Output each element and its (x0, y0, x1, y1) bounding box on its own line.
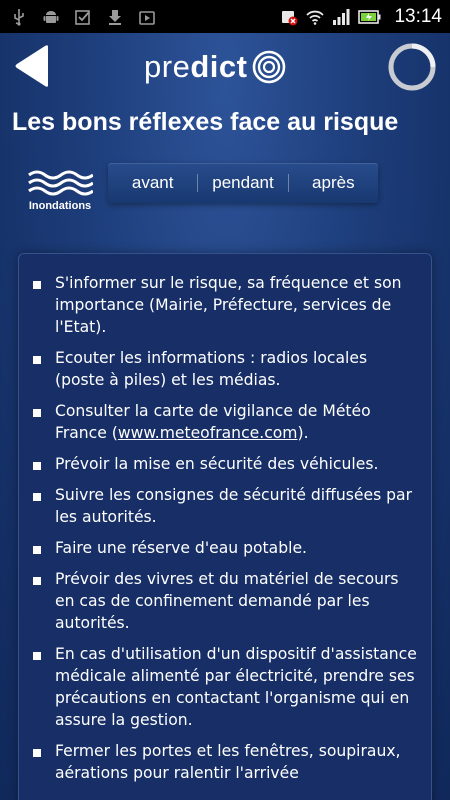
refresh-spinner-icon[interactable] (386, 41, 438, 93)
target-icon (252, 50, 286, 84)
category-label: Inondations (28, 200, 92, 212)
list-item (31, 347, 421, 391)
bullet-icon (33, 493, 41, 501)
meteofrance-link[interactable]: www.meteofrance.com (117, 424, 298, 442)
checkbox-icon (74, 8, 92, 26)
clock: 13:14 (394, 5, 442, 27)
list-item-text: Ecouter les informations : radios locales (poste à piles) et les médias. (55, 349, 368, 389)
play-store-icon (138, 8, 156, 26)
bullet-icon (33, 281, 41, 289)
tab-pendant[interactable]: pendant (212, 173, 274, 192)
category-inondations[interactable] (24, 168, 96, 212)
list-item-text: S'informer sur le risque, sa fréquence et son importance (Mairie, Préfecture, services de l'Etat). (55, 274, 402, 336)
app-bar (0, 33, 450, 100)
back-arrow-icon[interactable] (12, 43, 52, 89)
list-item-text: En cas d'utilisation d'un dispositif d'assistance médicale alimenté par électricité, prendre ses précautions en contactant l'organisme qui en assure la gestion. (55, 645, 417, 729)
list-item-text: Prévoir la mise en sécurité des véhicules. (55, 455, 379, 473)
bullet-icon (33, 577, 41, 585)
list-item-text: Consulter la carte de vigilance de Météo France (www.meteofrance.com). (55, 402, 371, 442)
list-item (31, 400, 421, 444)
list-item-text: Suivre les consignes de sécurité diffusées par les autorités. (55, 486, 413, 526)
battery-icon (358, 8, 382, 26)
download-icon (106, 8, 124, 26)
waves-icon (27, 168, 93, 198)
usb-icon (10, 8, 28, 26)
logo-text: predict (144, 49, 248, 84)
page-title: Les bons réflexes face au risque (12, 108, 399, 136)
signal-icon (332, 8, 350, 26)
list-item-text: Prévoir des vivres et du matériel de secours en cas de confinement demandé par les autorités. (55, 570, 399, 632)
list-item (31, 643, 421, 731)
list-item (31, 484, 421, 528)
tab-avant[interactable]: avant (131, 173, 174, 192)
advice-panel[interactable] (18, 253, 432, 800)
predict-logo (144, 47, 286, 87)
tab-apres[interactable]: après (312, 173, 355, 192)
bullet-icon (33, 652, 41, 660)
bullet-icon (33, 462, 41, 470)
bullet-icon (33, 356, 41, 364)
android-icon (42, 8, 60, 26)
phase-tabs (108, 163, 378, 203)
list-item (31, 568, 421, 634)
bullet-icon (33, 749, 41, 757)
list-item (31, 272, 421, 338)
alarm-icon (280, 8, 298, 26)
status-bar (0, 0, 450, 33)
list-item (31, 740, 421, 784)
wifi-icon (306, 8, 324, 26)
advice-list (19, 254, 431, 784)
bullet-icon (33, 409, 41, 417)
list-item (31, 537, 421, 559)
list-item-text: Faire une réserve d'eau potable. (55, 539, 307, 557)
bullet-icon (33, 546, 41, 554)
list-item (31, 453, 421, 475)
list-item-text: Fermer les portes et les fenêtres, soupiraux, aérations pour ralentir l'arrivée (55, 742, 401, 782)
